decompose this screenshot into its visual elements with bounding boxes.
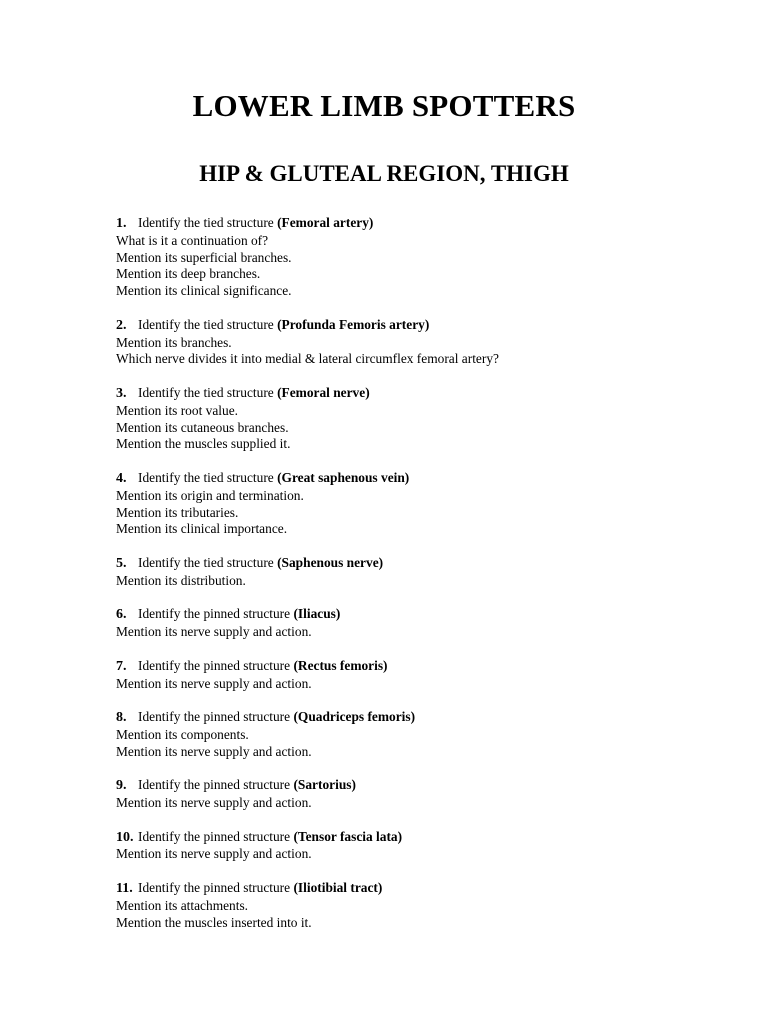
question-subline: Which nerve divides it into medial & lateral circumflex femoral artery?	[116, 351, 499, 367]
question-heading	[116, 658, 736, 676]
question-number: 6.	[116, 607, 127, 623]
question-subline: Mention its nerve supply and action.	[116, 675, 312, 691]
question-subline: Mention its deep branches.	[116, 266, 261, 282]
question-item	[116, 709, 736, 760]
question-heading	[116, 555, 736, 573]
question-prompt: Identify the tied structure	[138, 316, 274, 332]
question-heading	[116, 777, 736, 795]
question-number: 3.	[116, 385, 127, 401]
question-structure-answer: (Profunda Femoris artery)	[277, 316, 430, 332]
question-heading	[116, 385, 736, 403]
question-number: 11.	[116, 881, 133, 897]
question-subline: Mention its nerve supply and action.	[116, 846, 312, 862]
question-heading	[116, 470, 736, 488]
question-structure-answer: (Saphenous nerve)	[277, 554, 384, 570]
question-item	[116, 555, 736, 590]
question-subline: Mention the muscles inserted into it.	[116, 914, 312, 930]
question-subline: Mention its origin and termination.	[116, 487, 304, 503]
question-subline: Mention its cutaneous branches.	[116, 419, 289, 435]
question-prompt: Identify the pinned structure	[138, 880, 291, 896]
question-heading	[116, 317, 736, 335]
question-subline: Mention its nerve supply and action.	[116, 624, 312, 640]
question-subline: Mention its branches.	[116, 334, 232, 350]
question-item	[116, 880, 736, 931]
question-number: 10.	[116, 829, 134, 845]
question-structure-answer: (Tensor fascia lata)	[293, 828, 403, 844]
question-subline: What is it a continuation of?	[116, 232, 269, 248]
question-item	[116, 658, 736, 693]
question-subline: Mention its attachments.	[116, 897, 249, 913]
question-heading	[116, 215, 736, 233]
question-structure-answer: (Iliacus)	[293, 606, 341, 622]
question-subline: Mention its clinical importance.	[116, 521, 288, 537]
question-number: 4.	[116, 470, 127, 486]
question-subline: Mention its distribution.	[116, 572, 246, 588]
question-subline: Mention its nerve supply and action.	[116, 743, 312, 759]
question-item	[116, 606, 736, 641]
question-heading	[116, 709, 736, 727]
question-number: 7.	[116, 658, 127, 674]
question-structure-answer: (Femoral nerve)	[277, 384, 370, 400]
question-structure-answer: (Femoral artery)	[277, 215, 374, 230]
question-subline: Mention its tributaries.	[116, 504, 239, 520]
question-prompt: Identify the tied structure	[138, 215, 274, 230]
question-number: 2.	[116, 317, 127, 333]
question-subline: Mention the muscles supplied it.	[116, 436, 291, 452]
question-structure-answer: (Rectus femoris)	[293, 657, 388, 673]
question-prompt: Identify the pinned structure	[138, 709, 291, 725]
question-structure-answer: (Great saphenous vein)	[277, 469, 410, 485]
question-subline: Mention its superficial branches.	[116, 249, 292, 265]
section-heading: HIP & GLUTEAL REGION, THIGH	[199, 161, 569, 186]
question-number: 9.	[116, 778, 127, 794]
question-prompt: Identify the pinned structure	[138, 777, 291, 793]
question-structure-answer: (Sartorius)	[293, 777, 356, 793]
question-subline: Mention its root value.	[116, 402, 238, 418]
question-item	[116, 215, 736, 300]
question-heading	[116, 606, 736, 624]
question-subline: Mention its components.	[116, 726, 249, 742]
question-heading	[116, 880, 736, 898]
question-item	[116, 777, 736, 812]
question-prompt: Identify the tied structure	[138, 469, 274, 485]
question-prompt: Identify the pinned structure	[138, 828, 291, 844]
question-prompt: Identify the tied structure	[138, 384, 274, 400]
question-subline: Mention its clinical significance.	[116, 283, 292, 299]
question-subline: Mention its nerve supply and action.	[116, 795, 312, 811]
question-number: 8.	[116, 710, 127, 726]
question-number: 1.	[116, 216, 127, 231]
question-list	[116, 215, 736, 948]
question-prompt: Identify the pinned structure	[138, 606, 291, 622]
question-prompt: Identify the pinned structure	[138, 657, 291, 673]
question-structure-answer: (Iliotibial tract)	[293, 880, 383, 896]
question-item	[116, 317, 736, 368]
question-prompt: Identify the tied structure	[138, 554, 274, 570]
question-item	[116, 385, 736, 453]
question-number: 5.	[116, 555, 127, 571]
question-structure-answer: (Quadriceps femoris)	[293, 709, 416, 725]
question-item	[116, 829, 736, 864]
question-item	[116, 470, 736, 538]
question-heading	[116, 829, 736, 847]
document-title: LOWER LIMB SPOTTERS	[192, 88, 576, 123]
